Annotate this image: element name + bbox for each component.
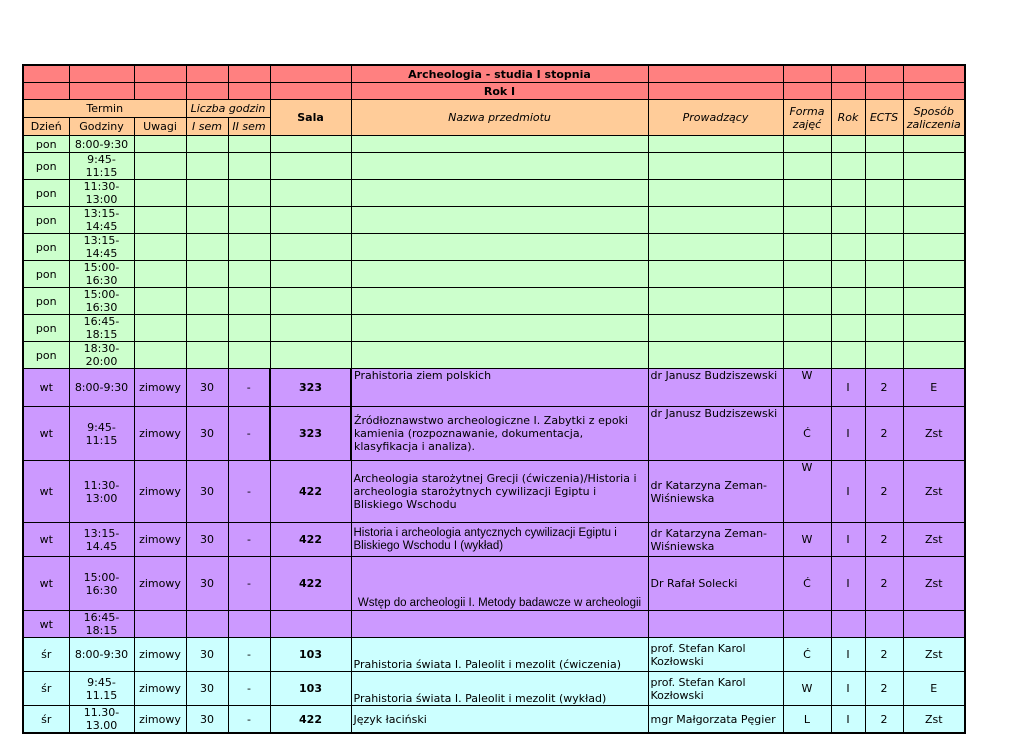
hours-cell: 8:00-9:30 xyxy=(69,136,134,153)
day-cell: pon xyxy=(23,136,69,153)
table-row xyxy=(23,706,965,734)
credit-cell: Zst xyxy=(903,557,965,611)
empty-cell xyxy=(228,136,270,153)
table-row xyxy=(23,523,965,557)
empty-cell xyxy=(648,207,783,234)
empty-cell xyxy=(865,288,903,315)
teacher-cell: dr Katarzyna Zeman-Wiśniewska xyxy=(648,461,783,523)
empty-cell xyxy=(186,288,228,315)
empty-cell xyxy=(648,153,783,180)
header-dzien: Dzień xyxy=(23,118,69,136)
year-cell: I xyxy=(831,638,865,672)
room-cell: 422 xyxy=(270,706,351,734)
ects-cell: 2 xyxy=(865,369,903,407)
ects-cell: 2 xyxy=(865,638,903,672)
notes-cell: zimowy xyxy=(134,706,186,734)
sem1-cell xyxy=(186,611,228,638)
table-row xyxy=(23,369,965,407)
subject-cell: Archeologia starożytnej Grecji (ćwiczenia)/Historia i archeologia starożytnych cywilizacji Egiptu i Bliskiego Wschodu xyxy=(351,461,648,523)
header-nazwa: Nazwa przedmiotu xyxy=(351,100,648,136)
table-row xyxy=(23,557,965,611)
sem2-cell: - xyxy=(228,369,270,407)
hours-cell: 8:00-9:30 xyxy=(69,638,134,672)
credit-cell: Zst xyxy=(903,523,965,557)
empty-cell xyxy=(134,315,186,342)
sem1-cell: 30 xyxy=(186,557,228,611)
empty-cell xyxy=(134,207,186,234)
empty-cell xyxy=(783,342,831,369)
year-cell: I xyxy=(831,461,865,523)
sem2-cell: - xyxy=(228,672,270,706)
day-cell: wt xyxy=(23,461,69,523)
empty-cell xyxy=(270,234,351,261)
teacher-cell: dr Janusz Budziszewski xyxy=(648,369,783,407)
room-cell: 103 xyxy=(270,672,351,706)
form-cell: W xyxy=(783,369,831,407)
empty-cell xyxy=(351,136,648,153)
empty-cell xyxy=(648,342,783,369)
table-row xyxy=(23,288,965,315)
form-cell: Ć xyxy=(783,638,831,672)
subject-cell: Wstęp do archeologii I. Metody badawcze w archeologii xyxy=(351,557,648,611)
empty-cell xyxy=(351,315,648,342)
empty-cell xyxy=(351,261,648,288)
hours-cell: 15:00-16:30 xyxy=(69,288,134,315)
empty-cell xyxy=(865,234,903,261)
form-cell: Ć xyxy=(783,407,831,461)
hours-cell: 9:45-11.15 xyxy=(69,672,134,706)
subject-cell: Prahistoria świata I. Paleolit i mezolit (ćwiczenia) xyxy=(351,638,648,672)
empty-cell xyxy=(351,288,648,315)
table-row xyxy=(23,638,965,672)
empty-cell xyxy=(783,153,831,180)
empty-cell xyxy=(351,153,648,180)
year-row xyxy=(23,83,965,100)
empty-cell xyxy=(228,153,270,180)
hours-cell: 15:00-16:30 xyxy=(69,557,134,611)
sem2-cell: - xyxy=(228,461,270,523)
empty-cell xyxy=(134,234,186,261)
day-cell: pon xyxy=(23,180,69,207)
empty-cell xyxy=(865,207,903,234)
empty-cell xyxy=(228,234,270,261)
empty-cell xyxy=(270,207,351,234)
schedule-table xyxy=(22,64,966,734)
empty-cell xyxy=(134,153,186,180)
empty-cell xyxy=(783,288,831,315)
hours-cell: 18:30-20:00 xyxy=(69,342,134,369)
empty-cell xyxy=(783,207,831,234)
form-cell: W xyxy=(783,523,831,557)
header-rok: Rok xyxy=(831,100,865,136)
credit-cell: Zst xyxy=(903,706,965,734)
hours-cell: 11.30-13.00 xyxy=(69,706,134,734)
empty-cell xyxy=(903,342,965,369)
day-cell: wt xyxy=(23,369,69,407)
header-ii-sem: II sem xyxy=(228,118,270,136)
teacher-cell: prof. Stefan Karol Kozłowski xyxy=(648,672,783,706)
empty-cell xyxy=(783,261,831,288)
empty-cell xyxy=(134,288,186,315)
empty-cell xyxy=(351,207,648,234)
header-forma: Forma zajęć xyxy=(783,100,831,136)
form-cell: W xyxy=(783,672,831,706)
year-cell: I xyxy=(831,672,865,706)
header-ects: ECTS xyxy=(865,100,903,136)
hours-cell: 9:45-11:15 xyxy=(69,407,134,461)
teacher-cell: mgr Małgorzata Pęgier xyxy=(648,706,783,734)
empty-cell xyxy=(228,207,270,234)
day-cell: śr xyxy=(23,706,69,734)
empty-cell xyxy=(270,288,351,315)
day-cell: wt xyxy=(23,523,69,557)
day-cell: śr xyxy=(23,672,69,706)
empty-cell xyxy=(186,261,228,288)
empty-cell xyxy=(831,315,865,342)
form-cell: L xyxy=(783,706,831,734)
day-cell: śr xyxy=(23,638,69,672)
table-row xyxy=(23,611,965,638)
table-row xyxy=(23,672,965,706)
title-row xyxy=(23,65,965,83)
table-row xyxy=(23,315,965,342)
year-cell xyxy=(831,611,865,638)
day-cell: pon xyxy=(23,315,69,342)
empty-cell xyxy=(831,180,865,207)
empty-cell xyxy=(351,234,648,261)
table-row xyxy=(23,342,965,369)
empty-cell xyxy=(270,136,351,153)
room-cell: 103 xyxy=(270,638,351,672)
empty-cell xyxy=(648,234,783,261)
year-cell: I xyxy=(831,407,865,461)
notes-cell xyxy=(134,611,186,638)
sem2-cell: - xyxy=(228,557,270,611)
header-i-sem: I sem xyxy=(186,118,228,136)
ects-cell: 2 xyxy=(865,407,903,461)
ects-cell: 2 xyxy=(865,523,903,557)
subject-cell: Prahistoria świata I. Paleolit i mezolit (wykład) xyxy=(351,672,648,706)
table-row xyxy=(23,153,965,180)
empty-cell xyxy=(831,207,865,234)
empty-cell xyxy=(351,342,648,369)
empty-cell xyxy=(903,153,965,180)
empty-cell xyxy=(831,234,865,261)
empty-cell xyxy=(270,342,351,369)
table-row xyxy=(23,207,965,234)
ects-cell xyxy=(865,611,903,638)
empty-cell xyxy=(831,288,865,315)
day-cell: pon xyxy=(23,288,69,315)
credit-cell xyxy=(903,611,965,638)
room-cell: 422 xyxy=(270,461,351,523)
subject-cell: Język łaciński xyxy=(351,706,648,734)
day-cell: pon xyxy=(23,261,69,288)
header-termin: Termin xyxy=(23,100,186,118)
empty-cell xyxy=(228,315,270,342)
empty-cell xyxy=(648,180,783,207)
notes-cell: zimowy xyxy=(134,407,186,461)
empty-cell xyxy=(134,342,186,369)
year-cell: I xyxy=(831,369,865,407)
empty-cell xyxy=(228,261,270,288)
empty-cell xyxy=(186,153,228,180)
empty-cell xyxy=(783,315,831,342)
credit-cell: E xyxy=(903,672,965,706)
credit-cell: E xyxy=(903,369,965,407)
table-row xyxy=(23,261,965,288)
day-cell: wt xyxy=(23,611,69,638)
sem1-cell: 30 xyxy=(186,523,228,557)
room-cell: 323 xyxy=(270,407,351,461)
form-cell: Ć xyxy=(783,557,831,611)
empty-cell xyxy=(134,261,186,288)
empty-cell xyxy=(270,315,351,342)
hours-cell: 8:00-9:30 xyxy=(69,369,134,407)
table-row xyxy=(23,180,965,207)
credit-cell: Zst xyxy=(903,461,965,523)
empty-cell xyxy=(228,342,270,369)
room-cell xyxy=(270,611,351,638)
sem2-cell: - xyxy=(228,407,270,461)
ects-cell: 2 xyxy=(865,461,903,523)
sheet-title: Archeologia - studia I stopnia xyxy=(351,65,648,83)
empty-cell xyxy=(831,153,865,180)
subject-cell xyxy=(351,611,648,638)
room-cell: 422 xyxy=(270,523,351,557)
empty-cell xyxy=(865,261,903,288)
empty-cell xyxy=(186,234,228,261)
empty-cell xyxy=(865,153,903,180)
hours-cell: 11:30-13:00 xyxy=(69,461,134,523)
sheet-year: Rok I xyxy=(351,83,648,100)
hours-cell: 11:30-13:00 xyxy=(69,180,134,207)
sem1-cell: 30 xyxy=(186,461,228,523)
form-cell: W xyxy=(783,461,831,523)
notes-cell: zimowy xyxy=(134,523,186,557)
notes-cell: zimowy xyxy=(134,369,186,407)
sem1-cell: 30 xyxy=(186,672,228,706)
empty-cell xyxy=(903,136,965,153)
teacher-cell: dr Janusz Budziszewski xyxy=(648,407,783,461)
sem1-cell: 30 xyxy=(186,706,228,734)
empty-cell xyxy=(270,180,351,207)
teacher-cell: dr Katarzyna Zeman-Wiśniewska xyxy=(648,523,783,557)
room-cell: 422 xyxy=(270,557,351,611)
sem2-cell xyxy=(228,611,270,638)
credit-cell: Zst xyxy=(903,407,965,461)
hours-cell: 13:15-14.45 xyxy=(69,523,134,557)
subject-cell: Prahistoria ziem polskich xyxy=(351,369,648,407)
empty-cell xyxy=(865,136,903,153)
day-cell: pon xyxy=(23,342,69,369)
header-row-1 xyxy=(23,100,965,118)
sem1-cell: 30 xyxy=(186,407,228,461)
empty-cell xyxy=(831,136,865,153)
hours-cell: 16:45-18:15 xyxy=(69,611,134,638)
subject-cell: Historia i archeologia antycznych cywilizacji Egiptu i Bliskiego Wschodu I (wykład) xyxy=(351,523,648,557)
empty-cell xyxy=(648,315,783,342)
day-cell: pon xyxy=(23,207,69,234)
empty-cell xyxy=(270,153,351,180)
table-row xyxy=(23,461,965,523)
empty-cell xyxy=(783,136,831,153)
empty-cell xyxy=(351,180,648,207)
empty-cell xyxy=(831,342,865,369)
empty-cell xyxy=(903,261,965,288)
subject-cell: Źródłoznawstwo archeologiczne I. Zabytki z epoki kamienia (rozpoznawanie, dokumentacja, klasyfikacja i analiza). xyxy=(351,407,648,461)
empty-cell xyxy=(648,261,783,288)
notes-cell: zimowy xyxy=(134,557,186,611)
sem2-cell: - xyxy=(228,638,270,672)
header-prowadzacy: Prowadzący xyxy=(648,100,783,136)
day-cell: wt xyxy=(23,407,69,461)
empty-cell xyxy=(648,288,783,315)
empty-cell xyxy=(783,234,831,261)
ects-cell: 2 xyxy=(865,706,903,734)
empty-cell xyxy=(903,207,965,234)
empty-cell xyxy=(228,180,270,207)
empty-cell xyxy=(134,180,186,207)
hours-cell: 13:15-14:45 xyxy=(69,207,134,234)
teacher-cell xyxy=(648,611,783,638)
empty-cell xyxy=(186,342,228,369)
empty-cell xyxy=(903,315,965,342)
table-row xyxy=(23,407,965,461)
empty-cell xyxy=(186,136,228,153)
empty-cell xyxy=(865,180,903,207)
sem2-cell: - xyxy=(228,706,270,734)
ects-cell: 2 xyxy=(865,557,903,611)
year-cell: I xyxy=(831,706,865,734)
hours-cell: 15:00-16:30 xyxy=(69,261,134,288)
header-sposob: Sposób zaliczenia xyxy=(903,100,965,136)
notes-cell: zimowy xyxy=(134,638,186,672)
header-uwagi: Uwagi xyxy=(134,118,186,136)
hours-cell: 16:45-18:15 xyxy=(69,315,134,342)
table-row xyxy=(23,234,965,261)
empty-cell xyxy=(903,234,965,261)
empty-cell xyxy=(903,180,965,207)
table-row xyxy=(23,136,965,153)
year-cell: I xyxy=(831,557,865,611)
header-godziny: Godziny xyxy=(69,118,134,136)
empty-cell xyxy=(270,261,351,288)
hours-cell: 9:45-11:15 xyxy=(69,153,134,180)
form-cell xyxy=(783,611,831,638)
empty-cell xyxy=(186,315,228,342)
empty-cell xyxy=(865,342,903,369)
empty-cell xyxy=(186,207,228,234)
sem1-cell: 30 xyxy=(186,369,228,407)
year-cell: I xyxy=(831,523,865,557)
empty-cell xyxy=(783,180,831,207)
empty-cell xyxy=(134,136,186,153)
ects-cell: 2 xyxy=(865,672,903,706)
header-sala: Sala xyxy=(270,100,351,136)
notes-cell: zimowy xyxy=(134,672,186,706)
teacher-cell: Dr Rafał Solecki xyxy=(648,557,783,611)
day-cell: pon xyxy=(23,153,69,180)
hours-cell: 13:15-14:45 xyxy=(69,234,134,261)
empty-cell xyxy=(648,136,783,153)
sem2-cell: - xyxy=(228,523,270,557)
room-cell: 323 xyxy=(270,369,351,407)
sem1-cell: 30 xyxy=(186,638,228,672)
day-cell: pon xyxy=(23,234,69,261)
empty-cell xyxy=(865,315,903,342)
teacher-cell: prof. Stefan Karol Kozłowski xyxy=(648,638,783,672)
empty-cell xyxy=(903,288,965,315)
empty-cell xyxy=(831,261,865,288)
credit-cell: Zst xyxy=(903,638,965,672)
empty-cell xyxy=(228,288,270,315)
notes-cell: zimowy xyxy=(134,461,186,523)
header-liczba-godzin: Liczba godzin xyxy=(186,100,270,118)
day-cell: wt xyxy=(23,557,69,611)
empty-cell xyxy=(186,180,228,207)
